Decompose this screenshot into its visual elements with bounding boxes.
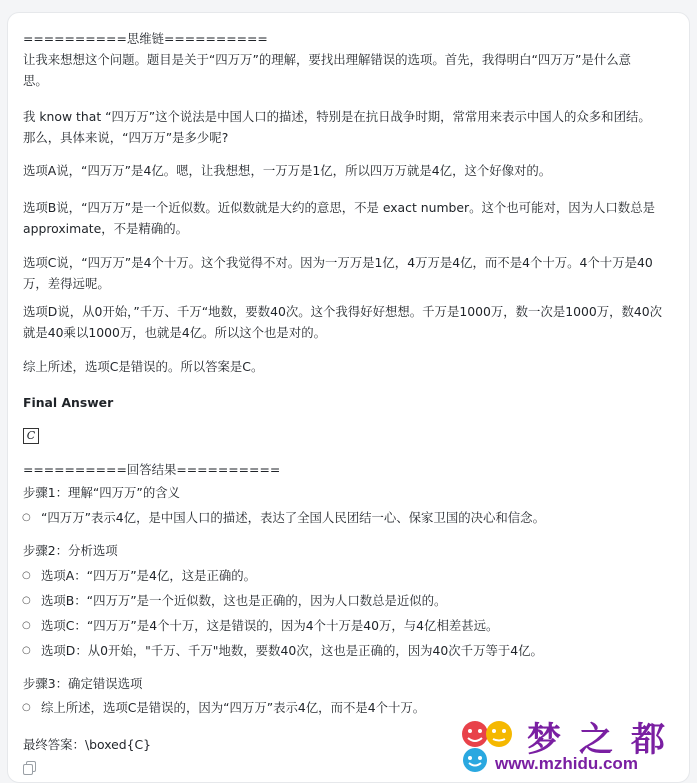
step1-title: 步骤1：理解“四万万”的含义: [23, 485, 181, 500]
final-answer-text: 最终答案：\boxed{C}: [23, 737, 152, 752]
thinking-paragraph: 让我来想想这个问题。题目是关于“四万万”的理解，要找出理解错误的选项。首先，我得明白“四万万”是什么意: [23, 52, 632, 67]
thinking-paragraph: 选项B说，“四万万”是一个近似数。近似数就是大约的意思，不是 exact number。这个也可能对，因为人口数总是: [23, 200, 655, 215]
watermark-url: www.mzhidu.com: [495, 754, 638, 773]
result-header: ==========回答结果==========: [23, 462, 281, 477]
bullet-icon: ○: [22, 595, 31, 606]
copy-icon[interactable]: [23, 761, 36, 775]
watermark-logo: [455, 712, 690, 780]
bullet-icon: ○: [22, 620, 31, 631]
list-item: 选项A：“四万万”是4亿，这是正确的。: [41, 568, 257, 583]
list-item: 选项D：从0开始，"千万、千万"地数，要数40次，这也是正确的，因为40次千万等于4亿。: [41, 643, 543, 658]
thinking-paragraph: 选项A说，“四万万”是4亿。嗯，让我想想，一万万是1亿，所以四万万就是4亿，这个好像对的。: [23, 163, 552, 178]
bullet-icon: ○: [22, 702, 31, 713]
bullet-icon: ○: [22, 645, 31, 656]
bullet-icon: ○: [22, 570, 31, 581]
step3-title: 步骤3：确定错误选项: [23, 676, 143, 691]
list-item: 选项C：“四万万”是4个十万，这是错误的，因为4个十万是40万，与4亿相差甚远。: [41, 618, 499, 633]
watermark-name: 梦之都: [527, 720, 683, 760]
thinking-paragraph: 选项C说，“四万万”是4个十万。这个我觉得不对。因为一万万是1亿，4万万是4亿，而不是4个十万。4个十万是40: [23, 255, 653, 270]
thinking-paragraph: 我 know that “四万万”这个说法是中国人口的描述，特别是在抗日战争时期，常常用来表示中国人的众多和团结。: [23, 109, 651, 124]
thinking-header: ==========思维链==========: [23, 31, 268, 46]
thinking-paragraph: 那么，具体来说，“四万万”是多少呢?: [23, 130, 229, 145]
thinking-paragraph: 万，差得远呢。: [23, 276, 110, 291]
thinking-paragraph: 选项D说，从0开始，”千万、千万“地数，要数40次。这个我得好好想想。千万是1000万，数一次是1000万，数40次: [23, 304, 663, 319]
boxed-answer: C: [23, 428, 39, 444]
final-answer-label: Final Answer: [23, 395, 114, 410]
thinking-paragraph: 就是40乘以1000万，也就是4亿。所以这个也是对的。: [23, 325, 326, 340]
step2-title: 步骤2：分析选项: [23, 543, 118, 558]
list-item: 选项B：“四万万”是一个近似数，这也是正确的，因为人口数总是近似的。: [41, 593, 447, 608]
thinking-paragraph: 综上所述，选项C是错误的。所以答案是C。: [23, 359, 264, 374]
thinking-paragraph: approximate，不是精确的。: [23, 221, 188, 236]
list-item: “四万万”表示4亿，是中国人口的描述，表达了全国人民团结一心、保家卫国的决心和信念。: [41, 510, 545, 525]
bullet-icon: ○: [22, 512, 31, 523]
thinking-paragraph: 思。: [23, 73, 48, 88]
list-item: 综上所述，选项C是错误的，因为“四万万”表示4亿，而不是4个十万。: [41, 700, 426, 715]
